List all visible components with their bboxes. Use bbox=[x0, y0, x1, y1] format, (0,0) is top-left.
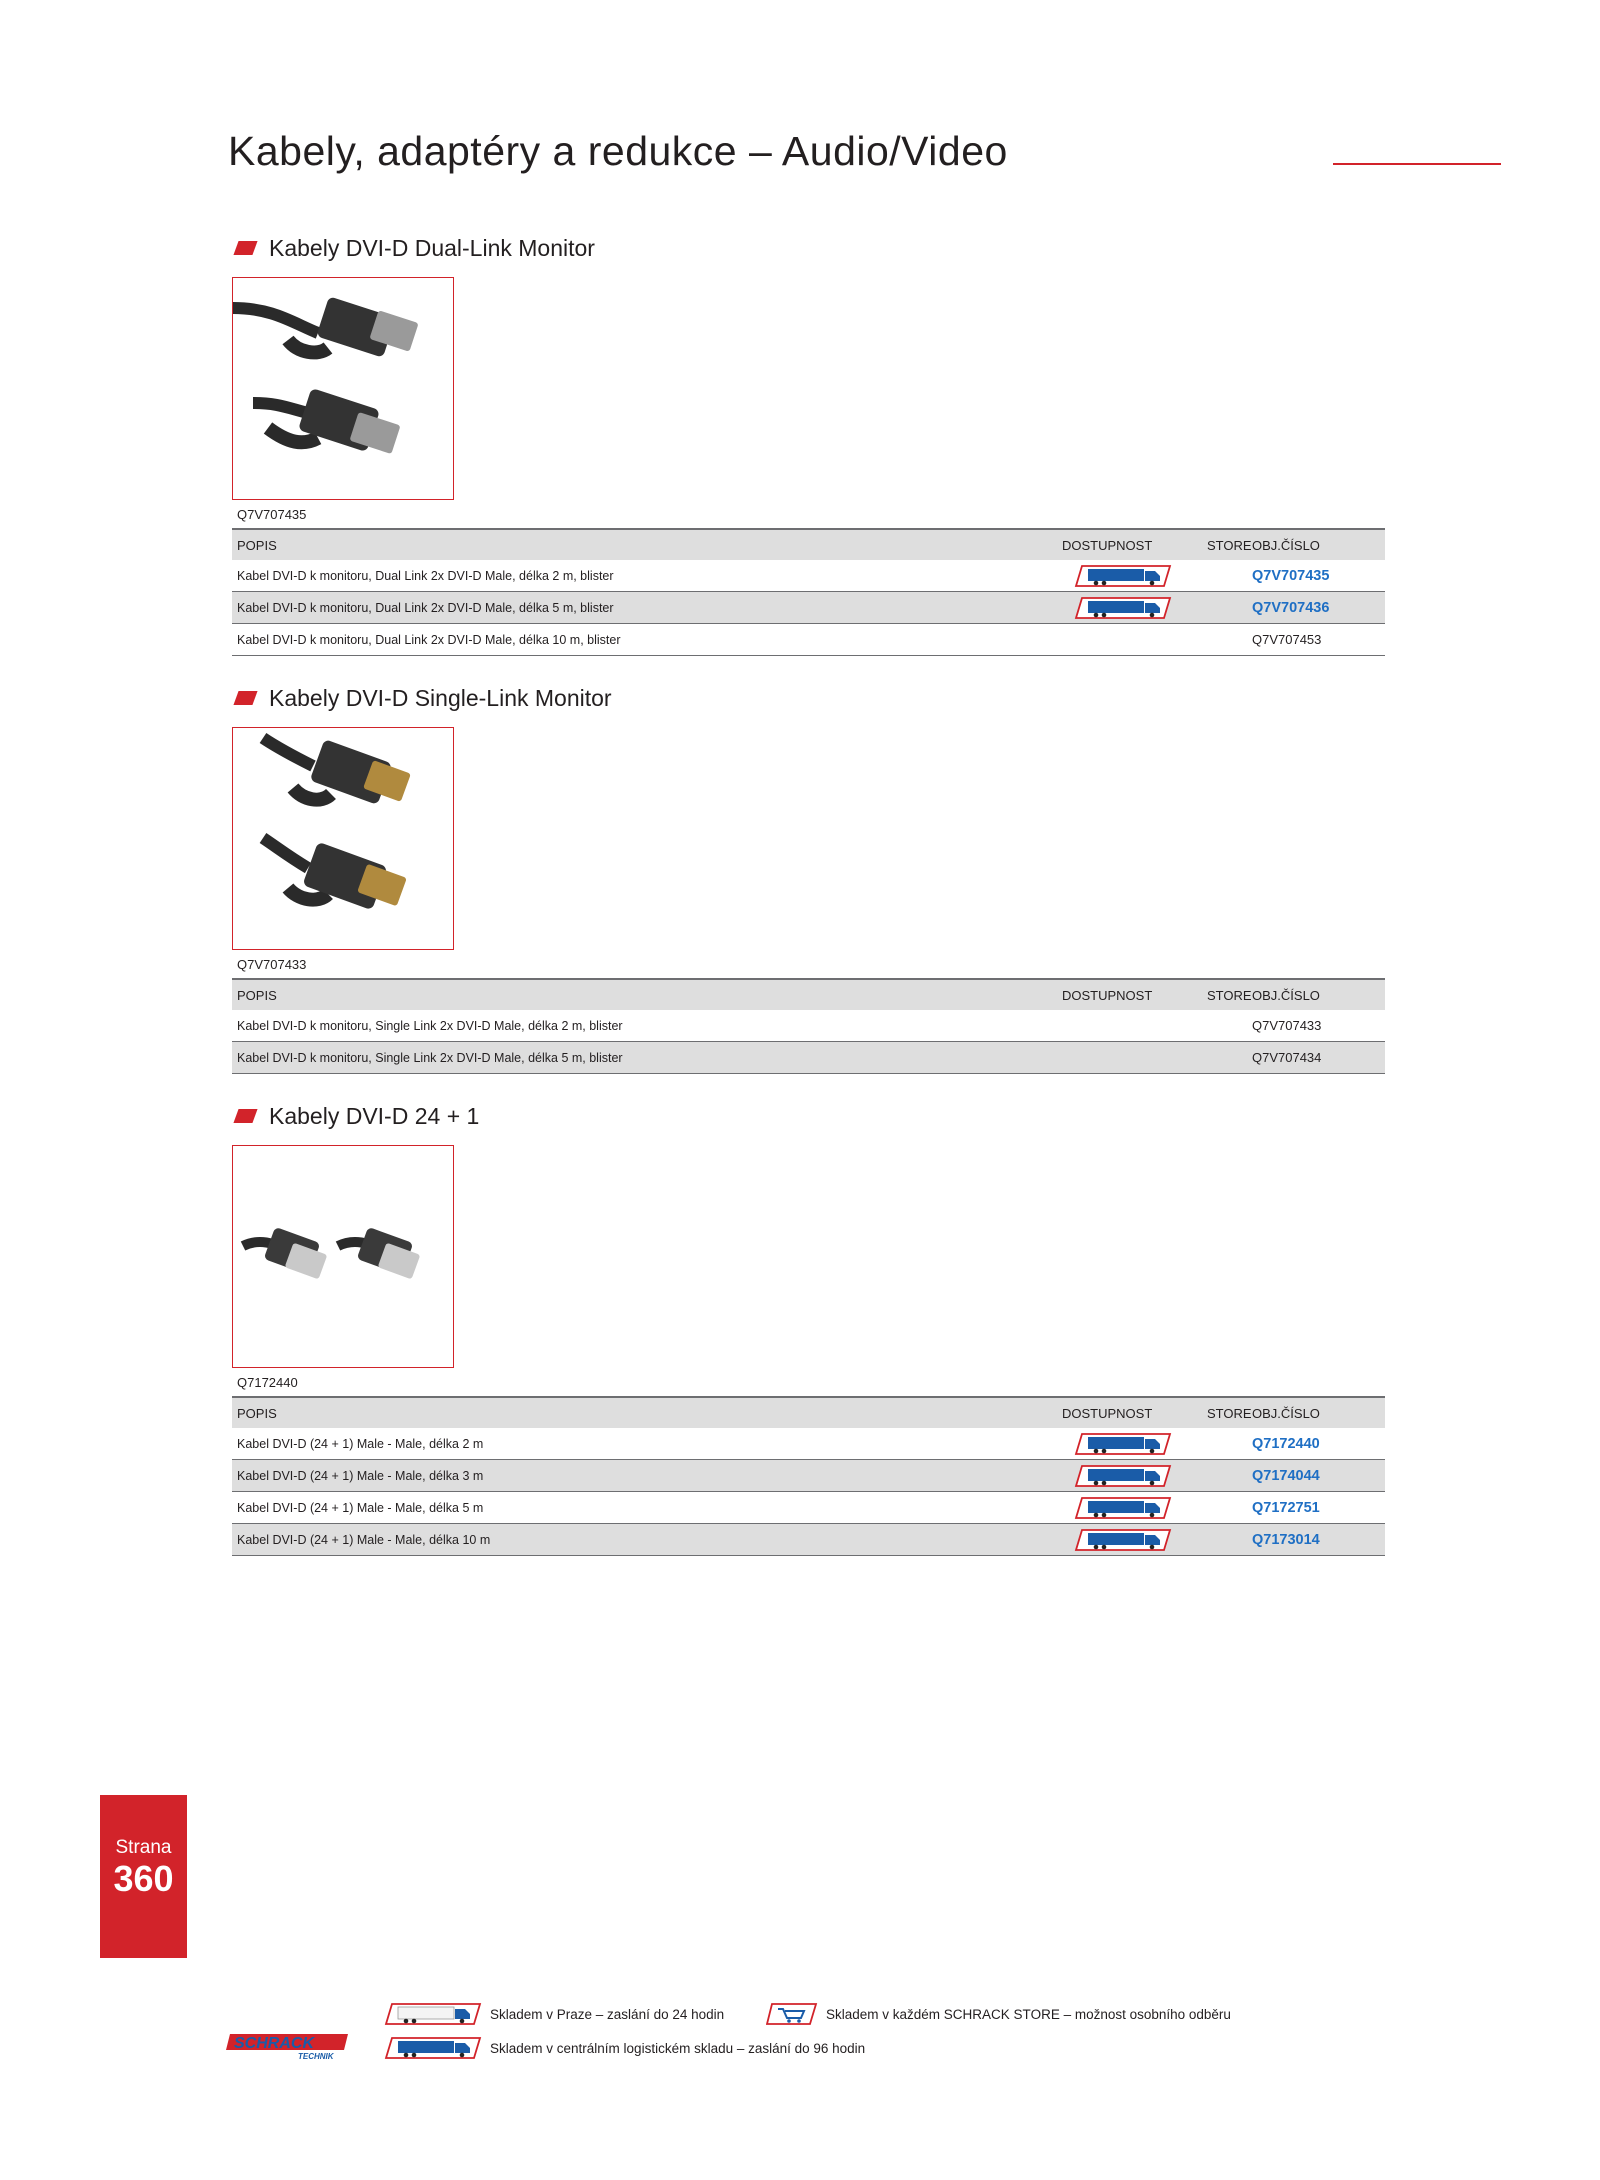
product-table bbox=[232, 1396, 1385, 1556]
table-row bbox=[232, 624, 1385, 656]
row-desc: Kabel DVI-D (24 + 1) Male - Male, délka 2 m bbox=[237, 1436, 484, 1451]
title-rule bbox=[1333, 163, 1501, 165]
section-header bbox=[232, 232, 1385, 264]
col-desc: POPIS bbox=[237, 987, 277, 1003]
table-row bbox=[232, 1460, 1385, 1492]
section-title: Kabely DVI-D Single-Link Monitor bbox=[269, 684, 612, 711]
photo-code: Q7V707435 bbox=[237, 507, 307, 522]
availability-cell bbox=[1059, 1528, 1187, 1552]
order-code: Q7V707433 bbox=[1252, 1018, 1322, 1033]
cable-image bbox=[233, 1146, 454, 1368]
row-desc: Kabel DVI-D k monitoru, Single Link 2x DVI-D Male, délka 2 m, blister bbox=[237, 1018, 623, 1033]
row-desc: Kabel DVI-D (24 + 1) Male - Male, délka 5 m bbox=[237, 1500, 484, 1515]
col-avail: DOSTUPNOST bbox=[1062, 537, 1153, 553]
section-dvi-24-1 bbox=[232, 1100, 1385, 1548]
col-avail: DOSTUPNOST bbox=[1062, 1405, 1153, 1421]
section-bullet-icon bbox=[233, 691, 257, 705]
order-code-link[interactable]: Q7174044 bbox=[1252, 1467, 1320, 1484]
truck-icon bbox=[1074, 564, 1172, 588]
page-title: Kabely, adaptéry a redukce – Audio/Video bbox=[228, 128, 1008, 174]
legend-prague-text: Skladem v Praze – zaslání do 24 hodin bbox=[490, 2006, 725, 2022]
row-desc: Kabel DVI-D k monitoru, Dual Link 2x DVI-D Male, délka 2 m, blister bbox=[237, 568, 614, 583]
order-code-link[interactable]: Q7172751 bbox=[1252, 1499, 1320, 1516]
page-number-tab bbox=[100, 1795, 187, 1958]
legend-store bbox=[766, 2002, 1231, 2026]
legend-central-text: Skladem v centrálním logistickém skladu – zaslání do 96 hodin bbox=[490, 2040, 866, 2056]
col-store: STORE bbox=[1207, 1405, 1252, 1421]
legend-central bbox=[384, 2036, 865, 2060]
order-code-link[interactable]: Q7V707435 bbox=[1252, 567, 1330, 584]
schrack-logo-image bbox=[226, 2030, 350, 2062]
section-bullet-icon bbox=[233, 1109, 257, 1123]
page-label: Strana bbox=[115, 1837, 172, 1858]
table-row bbox=[232, 1042, 1385, 1074]
table-row bbox=[232, 560, 1385, 592]
product-table bbox=[232, 528, 1385, 656]
section-dual-link bbox=[232, 232, 1385, 647]
product-photo-single-link bbox=[232, 727, 454, 950]
cart-icon bbox=[766, 2002, 818, 2026]
product-photo-dvi-24-1 bbox=[232, 1145, 454, 1368]
row-desc: Kabel DVI-D k monitoru, Single Link 2x DVI-D Male, délka 5 m, blister bbox=[237, 1050, 623, 1065]
row-desc: Kabel DVI-D (24 + 1) Male - Male, délka 3 m bbox=[237, 1468, 484, 1483]
col-code: OBJ.ČÍSLO bbox=[1252, 1405, 1320, 1421]
section-single-link bbox=[232, 682, 1385, 1065]
cable-image bbox=[233, 728, 454, 950]
order-code: Q7V707434 bbox=[1252, 1050, 1322, 1065]
section-bullet-icon bbox=[233, 241, 257, 255]
table-row bbox=[232, 1010, 1385, 1042]
table-row bbox=[232, 592, 1385, 624]
table-row bbox=[232, 1492, 1385, 1524]
logo-brand: SCHRACK bbox=[234, 2035, 314, 2052]
table-header bbox=[232, 528, 1385, 560]
table-header bbox=[232, 1396, 1385, 1428]
col-code: OBJ.ČÍSLO bbox=[1252, 987, 1320, 1003]
table-row bbox=[232, 1428, 1385, 1460]
legend-prague bbox=[384, 2002, 724, 2026]
section-title: Kabely DVI-D Dual-Link Monitor bbox=[269, 234, 595, 261]
col-avail: DOSTUPNOST bbox=[1062, 987, 1153, 1003]
photo-code: Q7V707433 bbox=[237, 957, 307, 972]
order-code: Q7V707453 bbox=[1252, 632, 1322, 647]
col-desc: POPIS bbox=[237, 1405, 277, 1421]
col-code: OBJ.ČÍSLO bbox=[1252, 537, 1320, 553]
order-code-link[interactable]: Q7173014 bbox=[1252, 1531, 1320, 1548]
order-code-link[interactable]: Q7V707436 bbox=[1252, 599, 1330, 616]
cable-image bbox=[233, 278, 454, 500]
row-desc: Kabel DVI-D (24 + 1) Male - Male, délka 10 m bbox=[237, 1532, 491, 1547]
logo-sub: TECHNIK bbox=[298, 2052, 334, 2061]
section-title: Kabely DVI-D 24 + 1 bbox=[269, 1102, 480, 1129]
truck-icon bbox=[1074, 1464, 1172, 1488]
product-photo-dual-link bbox=[232, 277, 454, 500]
order-code-link[interactable]: Q7172440 bbox=[1252, 1435, 1320, 1452]
availability-cell bbox=[1059, 596, 1187, 620]
schrack-logo bbox=[226, 2030, 350, 2062]
availability-cell bbox=[1059, 1496, 1187, 1520]
col-desc: POPIS bbox=[237, 537, 277, 553]
product-table bbox=[232, 978, 1385, 1074]
row-desc: Kabel DVI-D k monitoru, Dual Link 2x DVI-D Male, délka 10 m, blister bbox=[237, 632, 621, 647]
page-number: 360 bbox=[113, 1858, 174, 1899]
availability-cell bbox=[1059, 1432, 1187, 1456]
white-truck-icon bbox=[384, 2002, 482, 2026]
table-row bbox=[232, 1524, 1385, 1556]
truck-icon bbox=[1074, 596, 1172, 620]
row-desc: Kabel DVI-D k monitoru, Dual Link 2x DVI-D Male, délka 5 m, blister bbox=[237, 600, 614, 615]
photo-code: Q7172440 bbox=[237, 1375, 298, 1390]
section-header bbox=[232, 1100, 1385, 1132]
col-store: STORE bbox=[1207, 537, 1252, 553]
availability-cell bbox=[1059, 564, 1187, 588]
truck-icon bbox=[1074, 1496, 1172, 1520]
availability-cell bbox=[1059, 1464, 1187, 1488]
table-header bbox=[232, 978, 1385, 1010]
truck-icon bbox=[1074, 1432, 1172, 1456]
legend-store-text: Skladem v každém SCHRACK STORE – možnost osobního odběru bbox=[826, 2006, 1231, 2022]
blue-truck-icon bbox=[384, 2036, 482, 2060]
section-header bbox=[232, 682, 1385, 714]
col-store: STORE bbox=[1207, 987, 1252, 1003]
truck-icon bbox=[1074, 1528, 1172, 1552]
